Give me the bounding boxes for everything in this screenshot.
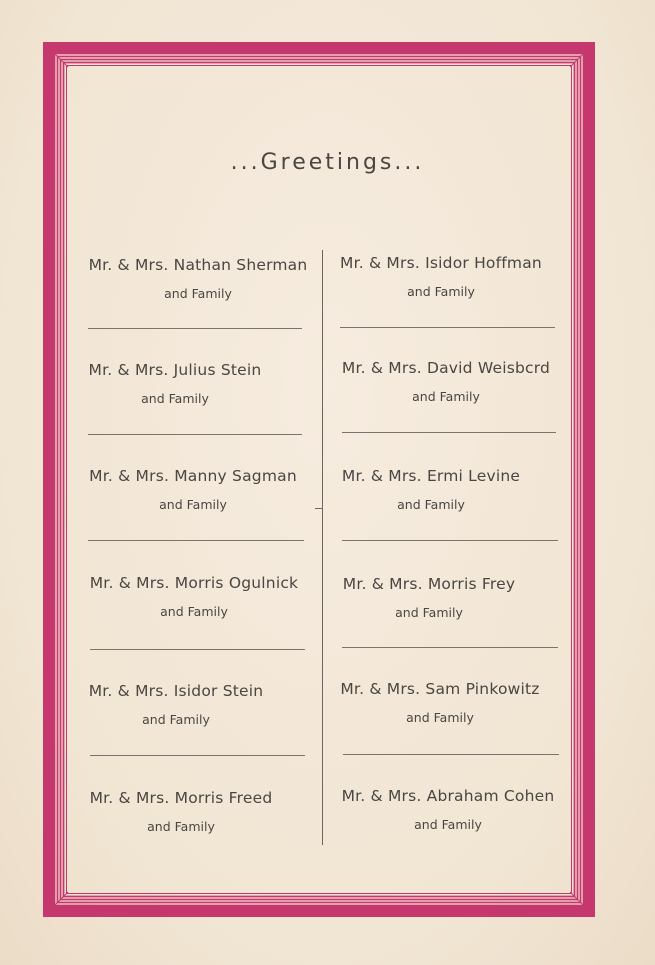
family-name: Mr. & Mrs. Abraham Cohen bbox=[341, 787, 555, 805]
family-subtitle: and Family bbox=[159, 497, 227, 512]
family-subtitle: and Family bbox=[142, 712, 210, 727]
family-subtitle: and Family bbox=[397, 497, 465, 512]
family-subtitle: and Family bbox=[412, 389, 480, 404]
divider-rule bbox=[340, 327, 555, 328]
greeting-entry-right-6 bbox=[333, 787, 563, 832]
family-subtitle: and Family bbox=[406, 710, 474, 725]
greeting-entry-right-2 bbox=[331, 359, 561, 404]
divider-rule bbox=[342, 432, 556, 433]
family-subtitle: and Family bbox=[414, 817, 482, 832]
greeting-entry-left-4 bbox=[79, 574, 309, 619]
divider-rule bbox=[342, 647, 558, 648]
family-name: Mr. & Mrs. Nathan Sherman bbox=[88, 256, 308, 274]
greeting-entry-right-3 bbox=[316, 467, 546, 512]
family-name: Mr. & Mrs. Isidor Stein bbox=[88, 682, 264, 700]
greeting-entry-right-4 bbox=[314, 575, 544, 620]
greeting-entry-left-5 bbox=[61, 682, 291, 727]
column-divider bbox=[322, 250, 323, 845]
divider-rule bbox=[343, 754, 559, 755]
greeting-entry-left-2 bbox=[60, 361, 290, 406]
divider-rule bbox=[90, 755, 305, 756]
family-subtitle: and Family bbox=[147, 819, 215, 834]
greeting-entry-right-5 bbox=[325, 680, 555, 725]
family-subtitle: and Family bbox=[407, 284, 475, 299]
family-name: Mr. & Mrs. David Weisbcrd bbox=[341, 359, 551, 377]
divider-rule bbox=[342, 540, 558, 541]
divider-rule bbox=[88, 328, 302, 329]
family-name: Mr. & Mrs. Morris Freed bbox=[89, 789, 273, 807]
family-name: Mr. & Mrs. Isidor Hoffman bbox=[340, 254, 542, 272]
family-subtitle: and Family bbox=[164, 286, 232, 301]
divider-rule bbox=[90, 649, 305, 650]
greeting-entry-left-3 bbox=[78, 467, 308, 512]
family-subtitle: and Family bbox=[160, 604, 228, 619]
greeting-entry-left-1 bbox=[83, 256, 313, 301]
family-subtitle: and Family bbox=[141, 391, 209, 406]
family-name: Mr. & Mrs. Ermi Levine bbox=[341, 467, 521, 485]
family-name: Mr. & Mrs. Manny Sagman bbox=[89, 467, 297, 485]
family-name: Mr. & Mrs. Morris Frey bbox=[342, 575, 516, 593]
greeting-entry-right-1 bbox=[326, 254, 556, 299]
divider-rule bbox=[88, 434, 302, 435]
greeting-entry-left-6 bbox=[66, 789, 296, 834]
family-name: Mr. & Mrs. Morris Ogulnick bbox=[89, 574, 299, 592]
page-title: ...Greetings... bbox=[230, 150, 425, 175]
divider-rule bbox=[88, 540, 304, 541]
family-subtitle: and Family bbox=[395, 605, 463, 620]
family-name: Mr. & Mrs. Sam Pinkowitz bbox=[340, 680, 540, 698]
family-name: Mr. & Mrs. Julius Stein bbox=[88, 361, 262, 379]
